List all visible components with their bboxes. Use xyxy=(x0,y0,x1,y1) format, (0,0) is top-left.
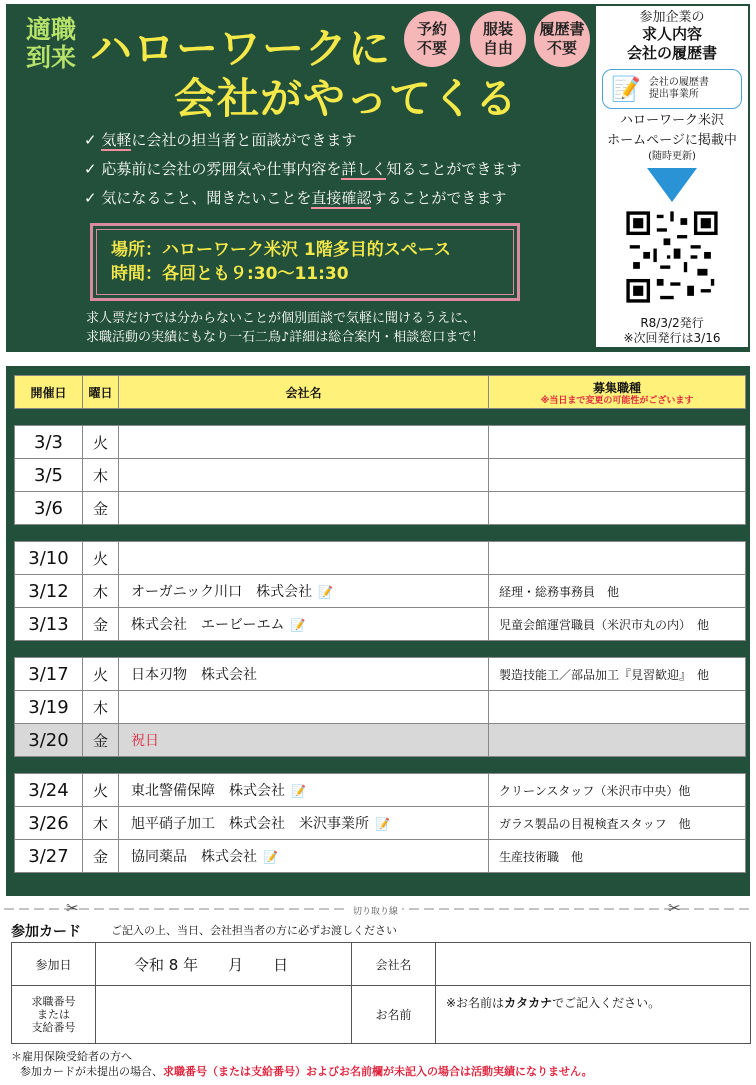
participation-card xyxy=(11,942,751,1044)
card-title: 参加カード xyxy=(11,924,81,940)
date-field[interactable]: 令和 8 年 月 日 xyxy=(96,943,352,986)
table-row: 3/6 金 xyxy=(15,492,746,525)
table-row-holiday: 3/20 金 祝日 xyxy=(15,724,746,757)
table-row: 3/3 火 xyxy=(15,426,746,459)
note-text: 求人票だけでは分からないことが個別面談で気軽に聞けるうえに、 求職活動の実績にもなり一石二鳥♪詳細は総合案内・相談窓口まで！ xyxy=(86,311,485,345)
name-field[interactable]: ※お名前はカタカナでご記入ください。 xyxy=(436,986,751,1044)
scissors-icon: ✂ xyxy=(668,899,681,917)
seeker-number-field[interactable] xyxy=(96,986,352,1044)
table-row: 3/17 火 日本刃物 株式会社 製造技能工／部品加工『見習歓迎』 他 xyxy=(15,658,746,691)
benefit-item: ✓ 気になること、聞きたいことを直接確認することができます xyxy=(84,189,507,207)
clipboard-icon[interactable]: 📝 xyxy=(375,817,390,831)
table-row: 3/26 木 旭平硝子加工 株式会社 米沢事業所 📝 ガラス製品の目視検査スタッフ 他 xyxy=(15,807,746,840)
clipboard-icon: 📝 xyxy=(611,75,641,103)
schedule-table-panel xyxy=(6,366,750,896)
label-name: お名前 xyxy=(352,986,436,1044)
title-line2: 会社がやってくる xyxy=(174,74,519,123)
table-row: 3/12 木 オーガニック川口 株式会社 📝 経理・総務事務員 他 xyxy=(15,575,746,608)
clipboard-icon[interactable]: 📝 xyxy=(263,850,278,864)
table-row: 3/24 火 東北警備保障 株式会社 📝 クリーンスタッフ（米沢市中央）他 xyxy=(15,774,746,807)
label-date: 参加日 xyxy=(12,943,96,986)
clipboard-icon[interactable]: 📝 xyxy=(291,784,306,798)
table-row: 3/13 金 株式会社 エービーエム 📝 児童会館運営職員（米沢市丸の内） 他 xyxy=(15,608,746,641)
logo: 適職 到来 xyxy=(25,15,76,72)
label-seeker-number: 求職番号 または 支給番号 xyxy=(12,986,96,1044)
col-company-header: 会社名 xyxy=(119,376,489,409)
check-icon: ✓ xyxy=(84,189,102,207)
badge-free-dress: 服装 自由 xyxy=(470,11,526,67)
col-date-header: 開催日 xyxy=(15,376,83,409)
company-field[interactable] xyxy=(436,943,751,986)
check-icon: ✓ xyxy=(84,160,102,178)
table-row: 3/19 木 xyxy=(15,691,746,724)
label-company: 会社名 xyxy=(352,943,436,986)
benefit-list xyxy=(84,129,521,216)
footer-note-title: ＊雇用保険受給者の方へ xyxy=(11,1050,132,1063)
table-row: 3/27 金 協同薬品 株式会社 📝 生産技術職 他 xyxy=(15,840,746,873)
badge-no-reservation: 予約 不要 xyxy=(404,11,460,67)
venue-place: 場所：ハローワーク米沢 1階多目的スペース xyxy=(111,240,451,260)
check-icon: ✓ xyxy=(84,131,102,149)
col-job-header: 募集職種 ※当日まで変更の可能性がございます xyxy=(489,376,746,409)
table-row: 3/5 木 xyxy=(15,459,746,492)
side-panel: 参加企業の 求人内容 会社の履歴書 📝 会社の履歴書 提出事業所 ハローワーク米沢 ホームページに掲載中 (随時更新) R8/3/2発行 ※次回発行は3/16 xyxy=(596,6,748,347)
card-instruction: ご記入の上、当日、会社担当者の方に必ずお渡しください xyxy=(111,924,397,937)
venue-info-box xyxy=(90,223,520,301)
qr-code[interactable] xyxy=(623,208,721,306)
resume-legend: 📝 会社の履歴書 提出事業所 xyxy=(602,69,742,109)
title-line1: ハローワークに xyxy=(90,24,392,73)
table-header xyxy=(15,376,746,409)
clipboard-icon[interactable]: 📝 xyxy=(318,585,334,599)
scissors-icon: ✂ xyxy=(66,899,79,917)
badge-no-resume: 履歴書 不要 xyxy=(534,11,590,67)
clipboard-icon[interactable]: 📝 xyxy=(290,618,306,632)
benefit-item: ✓ 応募前に会社の雰囲気や仕事内容を詳しく知ることができます xyxy=(84,160,522,178)
arrow-down-icon xyxy=(647,168,697,202)
schedule-table xyxy=(14,375,746,873)
table-row: 3/10 火 xyxy=(15,542,746,575)
venue-time: 時間：各回とも９:30～11:30 xyxy=(111,264,349,284)
cut-line-label: 切り取り線 xyxy=(349,904,402,917)
footer-note: 参加カードが未提出の場合、求職番号（または支給番号）およびお名前欄が未記入の場合は活動実績になりません。 xyxy=(20,1065,593,1078)
col-day-header: 曜日 xyxy=(83,376,119,409)
benefit-item: ✓ 気軽に会社の担当者と面談ができます xyxy=(84,131,357,149)
